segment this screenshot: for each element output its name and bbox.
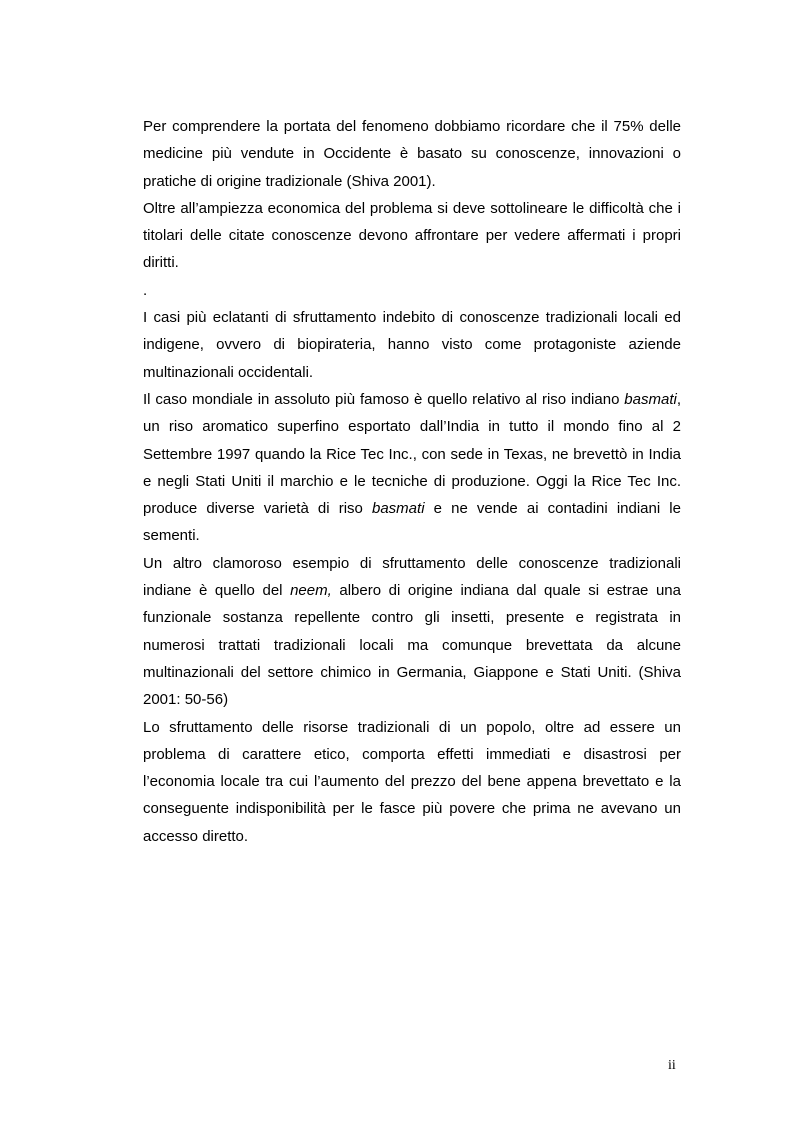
paragraph-separator-dot: . <box>143 281 148 299</box>
neem-text-1: Un altro clamoroso esempio di sfruttamento delle conoscenze tradizionali indiane è quello del <box>143 554 681 600</box>
basmati-italic-1: basmati <box>624 390 677 408</box>
paragraph-medicine-statistic: Per comprendere la portata del fenomeno dobbiamo ricordare che il 75% delle medicine più vendute in Occidente è basato su conoscenze, innovazioni o pratiche di origine tradizionale (Shiva 2001). <box>143 118 681 190</box>
paragraph-economic-problem: Oltre all’ampiezza economica del problema si deve sottolineare le difficoltà che i titolari delle citate conoscenze devono affrontare per vedere affermati i propri diritti. <box>143 199 681 272</box>
paragraph-neem-case <box>143 550 681 714</box>
paragraph-basmati-case <box>143 386 681 550</box>
basmati-text-3: e ne vende ai contadini indiani le sementi. <box>143 500 681 545</box>
basmati-text-2: , un riso aromatico superfino esportato dall’India in tutto il mondo fino al 2 Settembre 1997 quando la Rice Tec Inc., con sede in Texas, ne brevettò in India e negli Stati Uniti il marchio e le tecniche di produzione. Oggi la Rice Tec Inc. produce diverse varietà di riso <box>143 390 681 518</box>
page-number: ii <box>668 1058 676 1073</box>
paragraph-local-economy: Lo sfruttamento delle risorse tradizionali di un popolo, oltre ad essere un problema di carattere etico, comporta effetti immediati e disastrosi per l’economia locale tra cui l’aumento del prezzo del bene appena brevettato e la conseguente indisponibilità per le fasce più povere che prima ne avevano un accesso diretto. <box>143 718 681 845</box>
basmati-text-1: Il caso mondiale in assoluto più famoso è quello relativo al riso indiano <box>143 390 625 408</box>
neem-text-2: albero di origine indiana dal quale si estrae una funzionale sostanza repellente contro gli insetti, presente e registrata in numerosi trattati tradizionali locali ma comunque brevettata da alcune multinazionali del settore chimico in Germania, Giappone e Stati Uniti. (Shiva 2001: 50-56) <box>143 582 681 709</box>
paragraph-biopiracy: I casi più eclatanti di sfruttamento indebito di conoscenze tradizionali locali ed indigene, ovvero di biopirateria, hanno visto come protagoniste aziende multinazionali occidentali. <box>143 309 681 381</box>
neem-italic: neem, <box>290 582 332 600</box>
body-text <box>143 113 681 850</box>
basmati-italic-2: basmati <box>372 500 425 518</box>
